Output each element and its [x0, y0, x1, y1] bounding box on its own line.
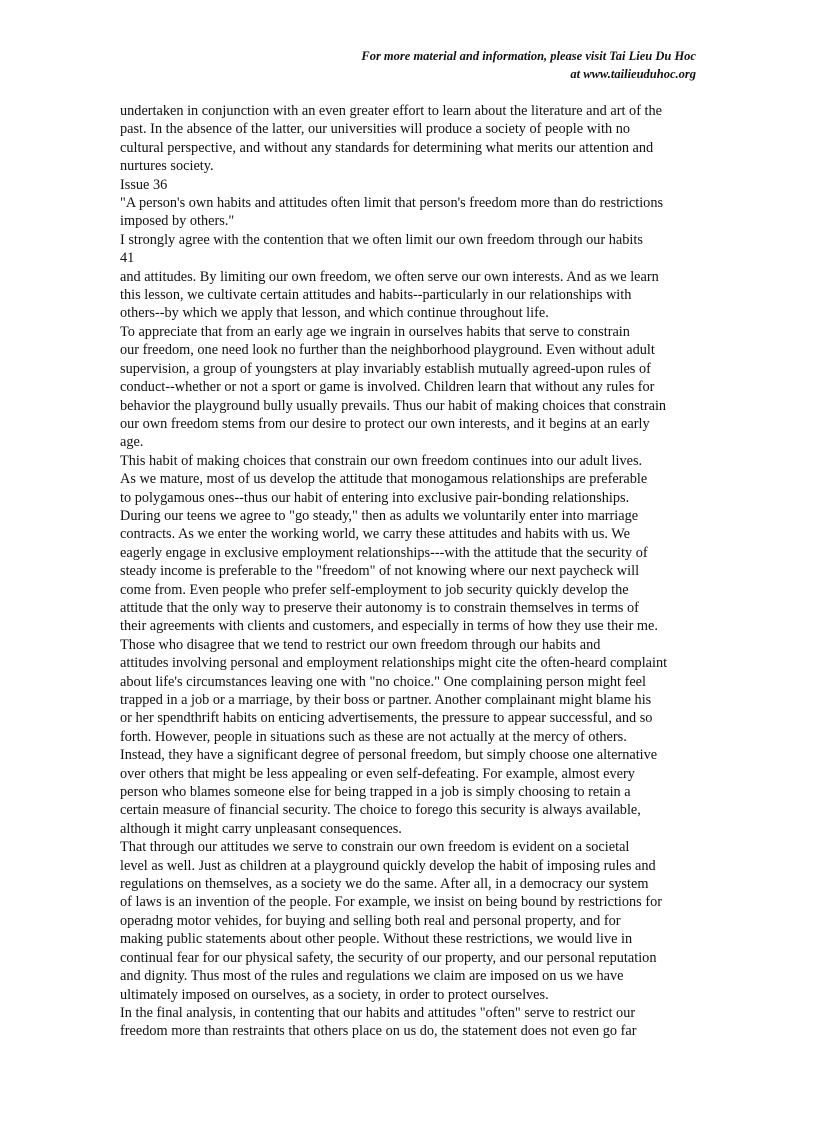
- text-line: eagerly engage in exclusive employment relationships---with the attitude that the security of: [120, 544, 648, 561]
- text-line: forth. However, people in situations such as these are not actually at the mercy of others.: [120, 728, 627, 745]
- text-line: although it might carry unpleasant consequences.: [120, 820, 402, 837]
- text-line: or her spendthrift habits on enticing advertisements, the pressure to appear successful, and so: [120, 710, 653, 727]
- text-line: trapped in a job or a marriage, by their boss or partner. Another complainant might blame his: [120, 692, 652, 708]
- text-line: continual fear for our physical safety, the security of our property, and our personal reputation: [120, 949, 657, 966]
- text-line: This habit of making choices that constrain our own freedom continues into our adult lives.: [120, 452, 643, 469]
- text-line: their agreements with clients and customers, and especially in terms of how they use their me.: [120, 618, 658, 635]
- text-line: others--by which we apply that lesson, and which continue throughout life.: [120, 305, 549, 322]
- text-line: about life's circumstances leaving one with "no choice." One complaining person might feel: [120, 673, 647, 690]
- header-line-1: For more material and information, please visit Tai Lieu Du Hoc: [361, 49, 696, 63]
- text-line: behavior the playground bully usually prevails. Thus our habit of making choices that constrain: [120, 397, 667, 414]
- text-line: of laws is an invention of the people. For example, we insist on being bound by restrictions for: [120, 894, 662, 911]
- text-line: Those who disagree that we tend to restrict our own freedom through our habits and: [120, 636, 601, 653]
- issue-prompt: "A person's own habits and attitudes often limit that person's freedom more than do restrictions: [120, 195, 664, 212]
- text-line: over others that might be less appealing or even self-defeating. For example, almost every: [120, 765, 635, 782]
- issue-heading: Issue 36: [120, 176, 168, 193]
- page-number: 41: [120, 250, 135, 267]
- text-line: our own freedom stems from our desire to protect our own interests, and it begins at an early: [120, 415, 650, 432]
- text-line: and attitudes. By limiting our own freedom, we often serve our own interests. And as we learn: [120, 268, 659, 285]
- text-line: person who blames someone else for being trapped in a job is simply choosing to retain a: [120, 784, 631, 801]
- text-line: our freedom, one need look no further than the neighborhood playground. Even without adult: [120, 342, 655, 359]
- text-line: steady income is preferable to the "freedom" of not knowing where our next paycheck will: [120, 563, 640, 580]
- text-line: this lesson, we cultivate certain attitudes and habits--particularly in our relationships with: [120, 287, 632, 304]
- text-line: cultural perspective, and without any standards for determining what merits our attention and: [120, 139, 654, 156]
- text-line: undertaken in conjunction with an even greater effort to learn about the literature and art of the: [120, 103, 663, 119]
- text-line: During our teens we agree to "go steady," then as adults we voluntarily enter into marriage: [120, 507, 639, 524]
- text-line: In the final analysis, in contenting that our habits and attitudes "often" serve to restrict our: [120, 1004, 636, 1021]
- text-line: conduct--whether or not a sport or game is involved. Children learn that without any rules for: [120, 379, 655, 396]
- text-line: and dignity. Thus most of the rules and regulations we claim are imposed on us we have: [120, 968, 624, 985]
- text-line: attitudes involving personal and employment relationships might cite the often-heard complaint: [120, 655, 668, 672]
- issue-prompt: imposed by others.": [120, 213, 235, 230]
- text-line: supervision, a group of youngsters at play invariably establish mutually agreed-upon rules of: [120, 360, 651, 377]
- text-line: making public statements about other people. Without these restrictions, we would live in: [120, 931, 633, 948]
- text-line: ultimately imposed on ourselves, as a society, in order to protect ourselves.: [120, 986, 549, 1003]
- text-line: That through our attitudes we serve to constrain our own freedom is evident on a societal: [120, 839, 630, 856]
- text-line: As we mature, most of us develop the attitude that monogamous relationships are preferable: [120, 471, 648, 488]
- text-line: nurtures society.: [120, 158, 214, 175]
- page-header: [361, 47, 696, 83]
- text-line: past. In the absence of the latter, our universities will produce a society of people with no: [120, 121, 630, 138]
- text-line: attitude that the only way to preserve their autonomy is to constrain themselves in terms of: [120, 599, 639, 616]
- text-line: to polygamous ones--thus our habit of entering into exclusive pair-bonding relationships.: [120, 489, 630, 506]
- text-line: Instead, they have a significant degree of personal freedom, but simply choose one alternative: [120, 747, 658, 764]
- text-line: level as well. Just as children at a playground quickly develop the habit of imposing rules and: [120, 857, 656, 874]
- header-line-2: at www.tailieuduhoc.org: [570, 67, 696, 81]
- text-line: certain measure of financial security. The choice to forego this security is always available,: [120, 802, 641, 819]
- text-line: operadng motor vehides, for buying and selling both real and personal property, and for: [120, 912, 621, 929]
- text-line: contracts. As we enter the working world, we carry these attitudes and habits with us. We: [120, 526, 630, 543]
- text-line: I strongly agree with the contention that we often limit our own freedom through our habits: [120, 231, 643, 248]
- text-line: To appreciate that from an early age we ingrain in ourselves habits that serve to constrain: [120, 323, 630, 340]
- document-body: [120, 102, 702, 1041]
- text-line: come from. Even people who prefer self-employment to job security quickly develop the: [120, 581, 629, 598]
- text-line: age.: [120, 434, 144, 451]
- text-line: freedom more than restraints that others place on us do, the statement does not even go far: [120, 1023, 637, 1040]
- text-line: regulations on themselves, as a society we do the same. After all, in a democracy our system: [120, 876, 649, 893]
